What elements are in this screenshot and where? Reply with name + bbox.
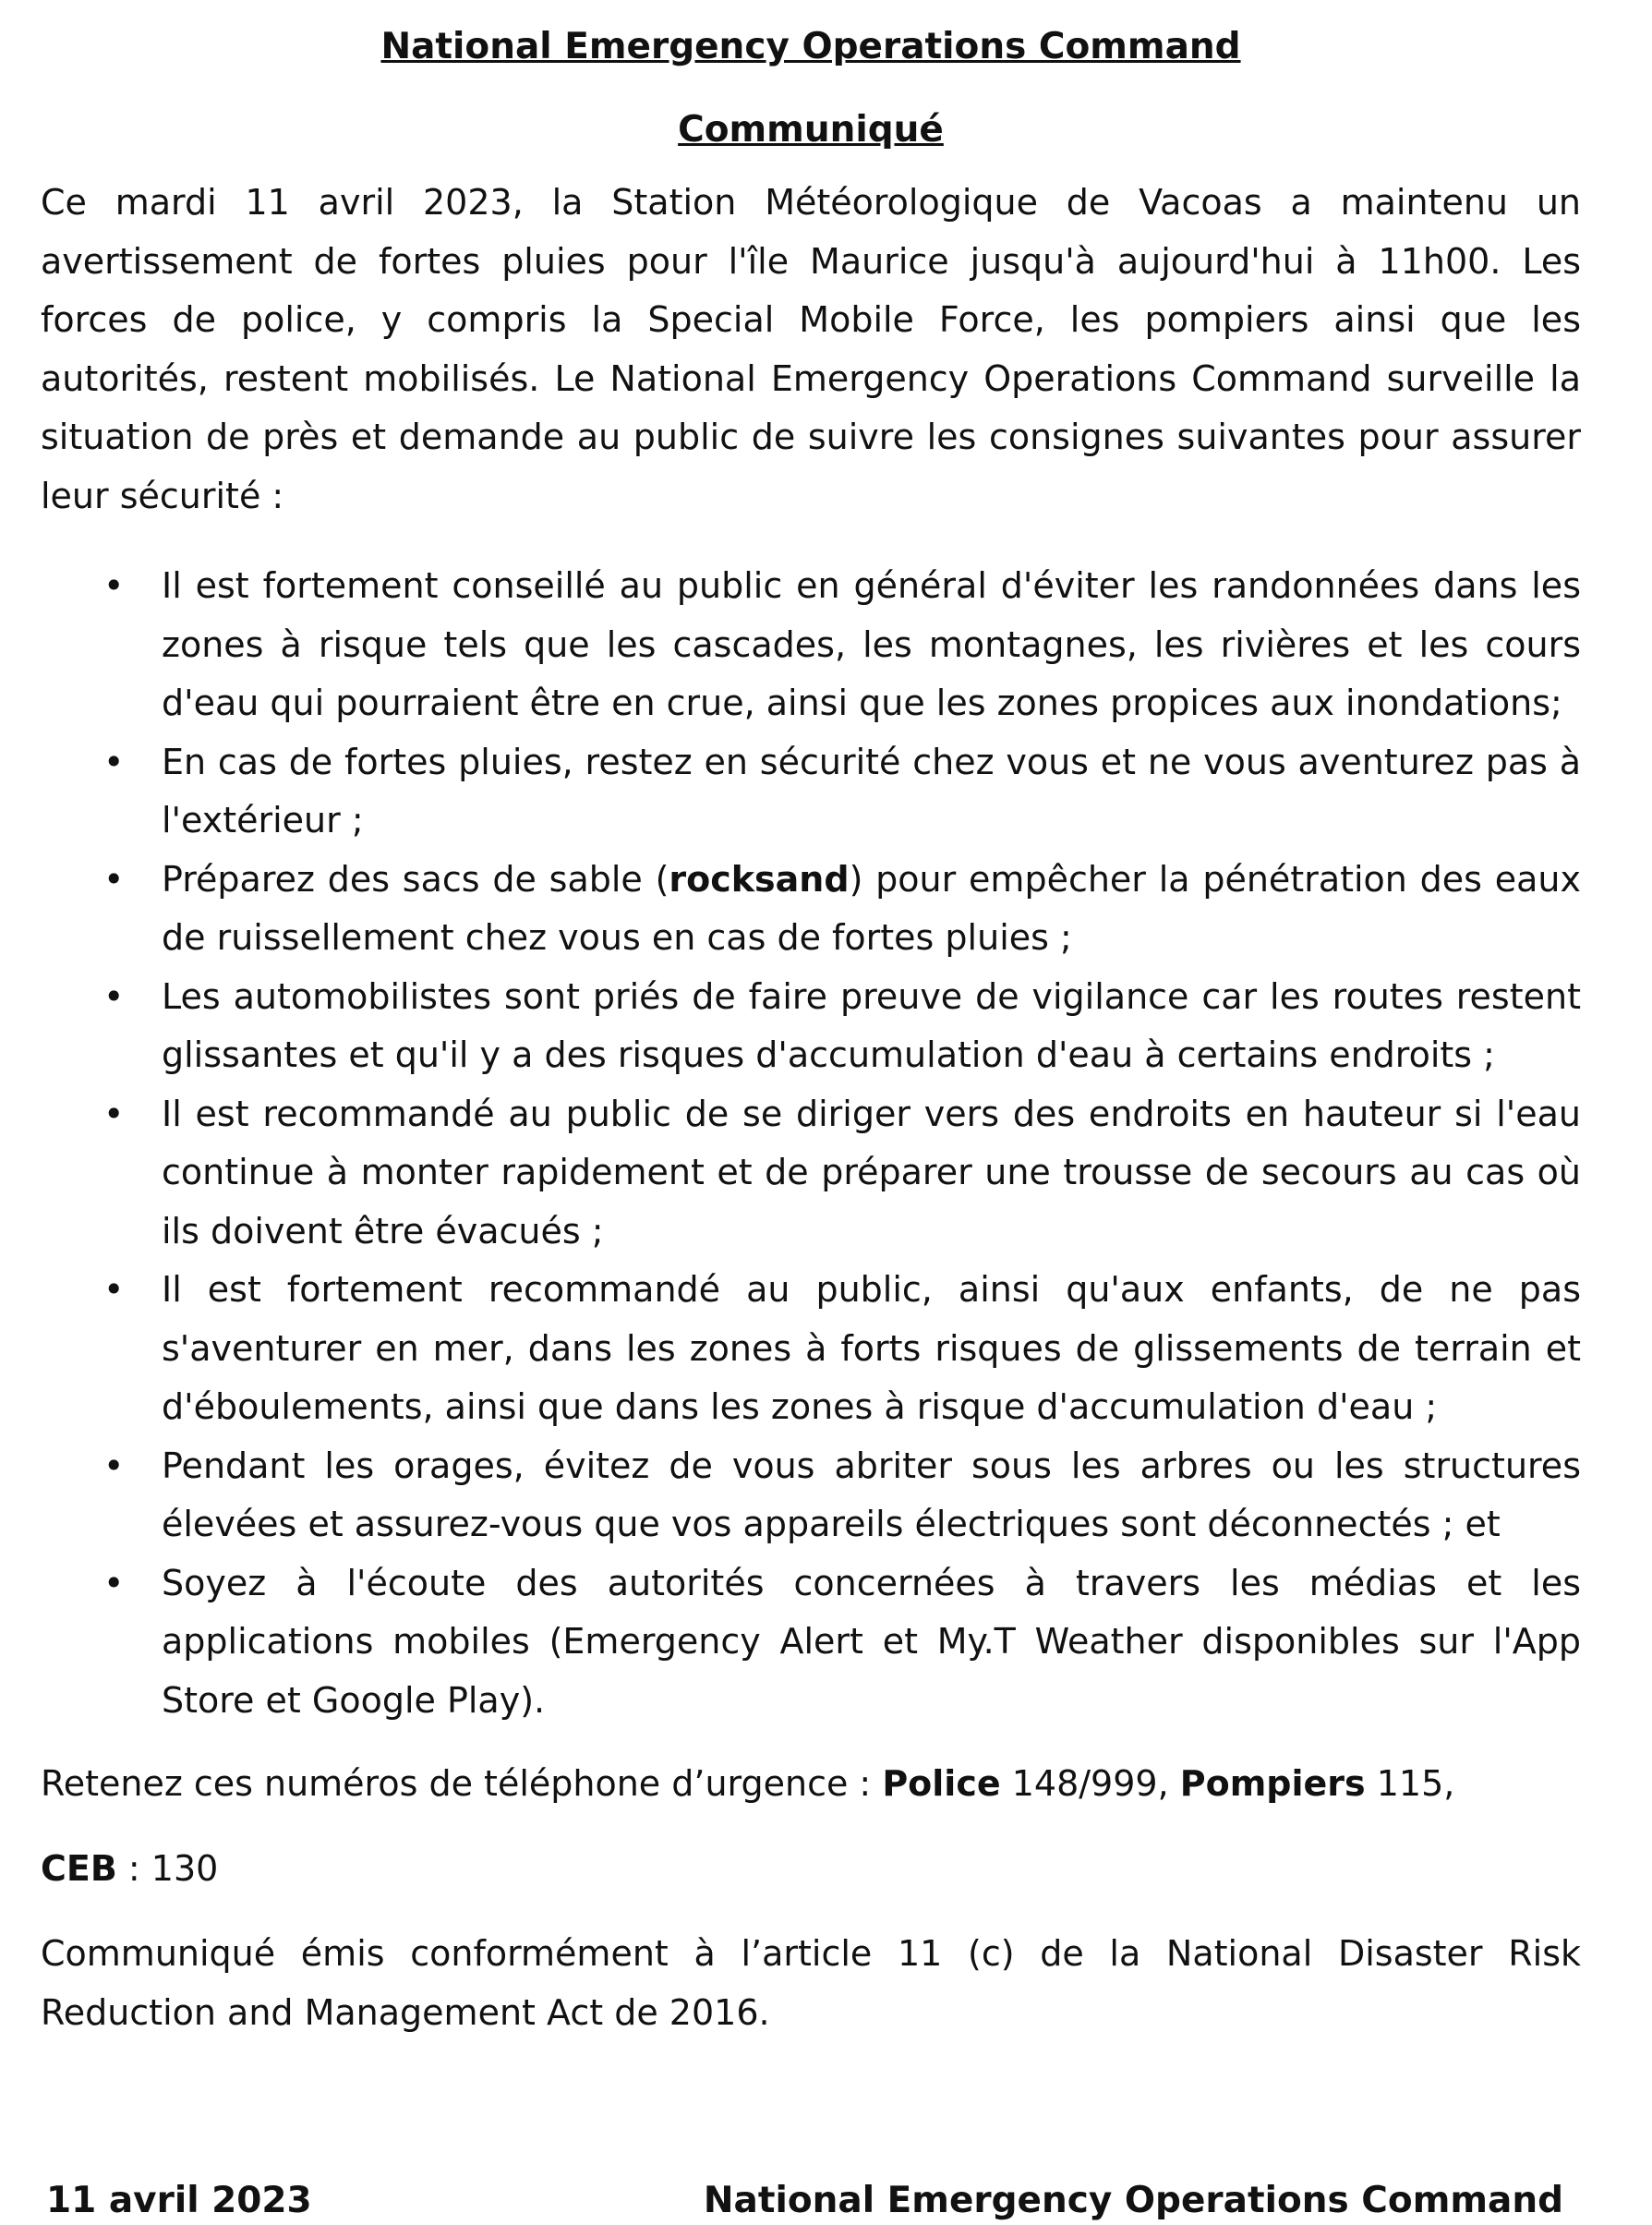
pompiers-number: 115, [1365, 1763, 1455, 1804]
footer-signature: National Emergency Operations Command [703, 2180, 1563, 2221]
list-item [41, 1261, 1581, 1437]
ceb-number: : 130 [116, 1847, 219, 1889]
safety-instructions-list [41, 557, 1581, 1730]
closing-paragraph: Communiqué émis conformément à l’article 11 (c) de la National Disaster Risk Reduction and Management Act de 2016. [41, 1933, 1581, 2033]
intro-paragraph: Ce mardi 11 avril 2023, la Station Météorologique de Vacoas a maintenu un avertissement de fortes pluies pour l'île Maurice jusqu'à aujourd'hui à 11h00. Les forces de police, y compris la Special Mobile Force, les pompiers ainsi que les autorités, restent mobilisés. Le National Emergency Operations Command surveille la situation de près et demande au public de suivre les consignes suivantes pour assurer leur sécurité : [41, 182, 1581, 516]
bullet-icon: • [103, 975, 125, 1017]
communique-page [41, 22, 1581, 2042]
bullet-icon: • [103, 1093, 125, 1134]
pompiers-label: Pompiers [1179, 1763, 1366, 1804]
bullet-icon: • [103, 1445, 125, 1486]
police-number: 148/999, [1000, 1763, 1180, 1804]
list-item-text: Soyez à l'écoute des autorités concernées à travers les médias et les applications mobiles (Emergency Alert et My.T Weather disponibles sur l'App Store et Google Play). [162, 1562, 1581, 1721]
list-item-text: En cas de fortes pluies, restez en sécurité chez vous et ne vous aventurez pas à l'extérieur ; [162, 741, 1581, 840]
list-item [41, 733, 1581, 851]
doc-type-title: Communiqué [678, 109, 944, 151]
list-item [41, 1085, 1581, 1262]
emergency-numbers-line [41, 1755, 1581, 1814]
list-item-text-after: ) pour empêcher la pénétration des eaux de ruissellement chez vous en cas de fortes pluies ; [162, 858, 1581, 958]
list-item-text: Il est fortement recommandé au public, ainsi qu'aux enfants, de ne pas s'aventurer en mer, dans les zones à forts risques de glissements de terrain et d'éboulements, ainsi que dans les zones à risque d'accumulation d'eau ; [162, 1269, 1581, 1427]
list-item [41, 1554, 1581, 1731]
list-item [41, 851, 1581, 968]
list-item [41, 1437, 1581, 1554]
list-item-text-before: Préparez des sacs de sable ( [162, 858, 669, 900]
bullet-icon: • [103, 858, 125, 900]
bullet-icon: • [103, 1269, 125, 1310]
list-item-text: Pendant les orages, évitez de vous abriter sous les arbres ou les structures élevées et assurez-vous que vos appareils électriques sont déconnectés ; et [162, 1445, 1581, 1544]
list-item-text: Il est fortement conseillé au public en général d'éviter les randonnées dans les zones à risque tels que les cascades, les montagnes, les rivières et les cours d'eau qui pourraient être en crue, ainsi que les zones propices aux inondations; [162, 565, 1581, 723]
bullet-icon: • [103, 565, 125, 606]
ceb-label: CEB [41, 1847, 117, 1889]
list-item-text: Il est recommandé au public de se diriger vers des endroits en hauteur si l'eau continue à monter rapidement et de préparer une trousse de secours au cas où ils doivent être évacués ; [162, 1093, 1581, 1252]
ceb-number-line [41, 1840, 1581, 1899]
list-item-text: Les automobilistes sont priés de faire preuve de vigilance car les routes restent glissantes et qu'il y a des risques d'accumulation d'eau à certains endroits ; [162, 975, 1581, 1075]
org-title: National Emergency Operations Command [380, 26, 1241, 67]
bullet-icon: • [103, 1562, 125, 1603]
police-label: Police [882, 1763, 1001, 1804]
list-item [41, 557, 1581, 733]
bullet-icon: • [103, 741, 125, 782]
footer-date: 11 avril 2023 [46, 2180, 312, 2221]
emergency-numbers-intro: Retenez ces numéros de téléphone d’urgence : [41, 1763, 883, 1804]
list-item [41, 968, 1581, 1085]
list-item-bold-term: rocksand [669, 858, 850, 900]
